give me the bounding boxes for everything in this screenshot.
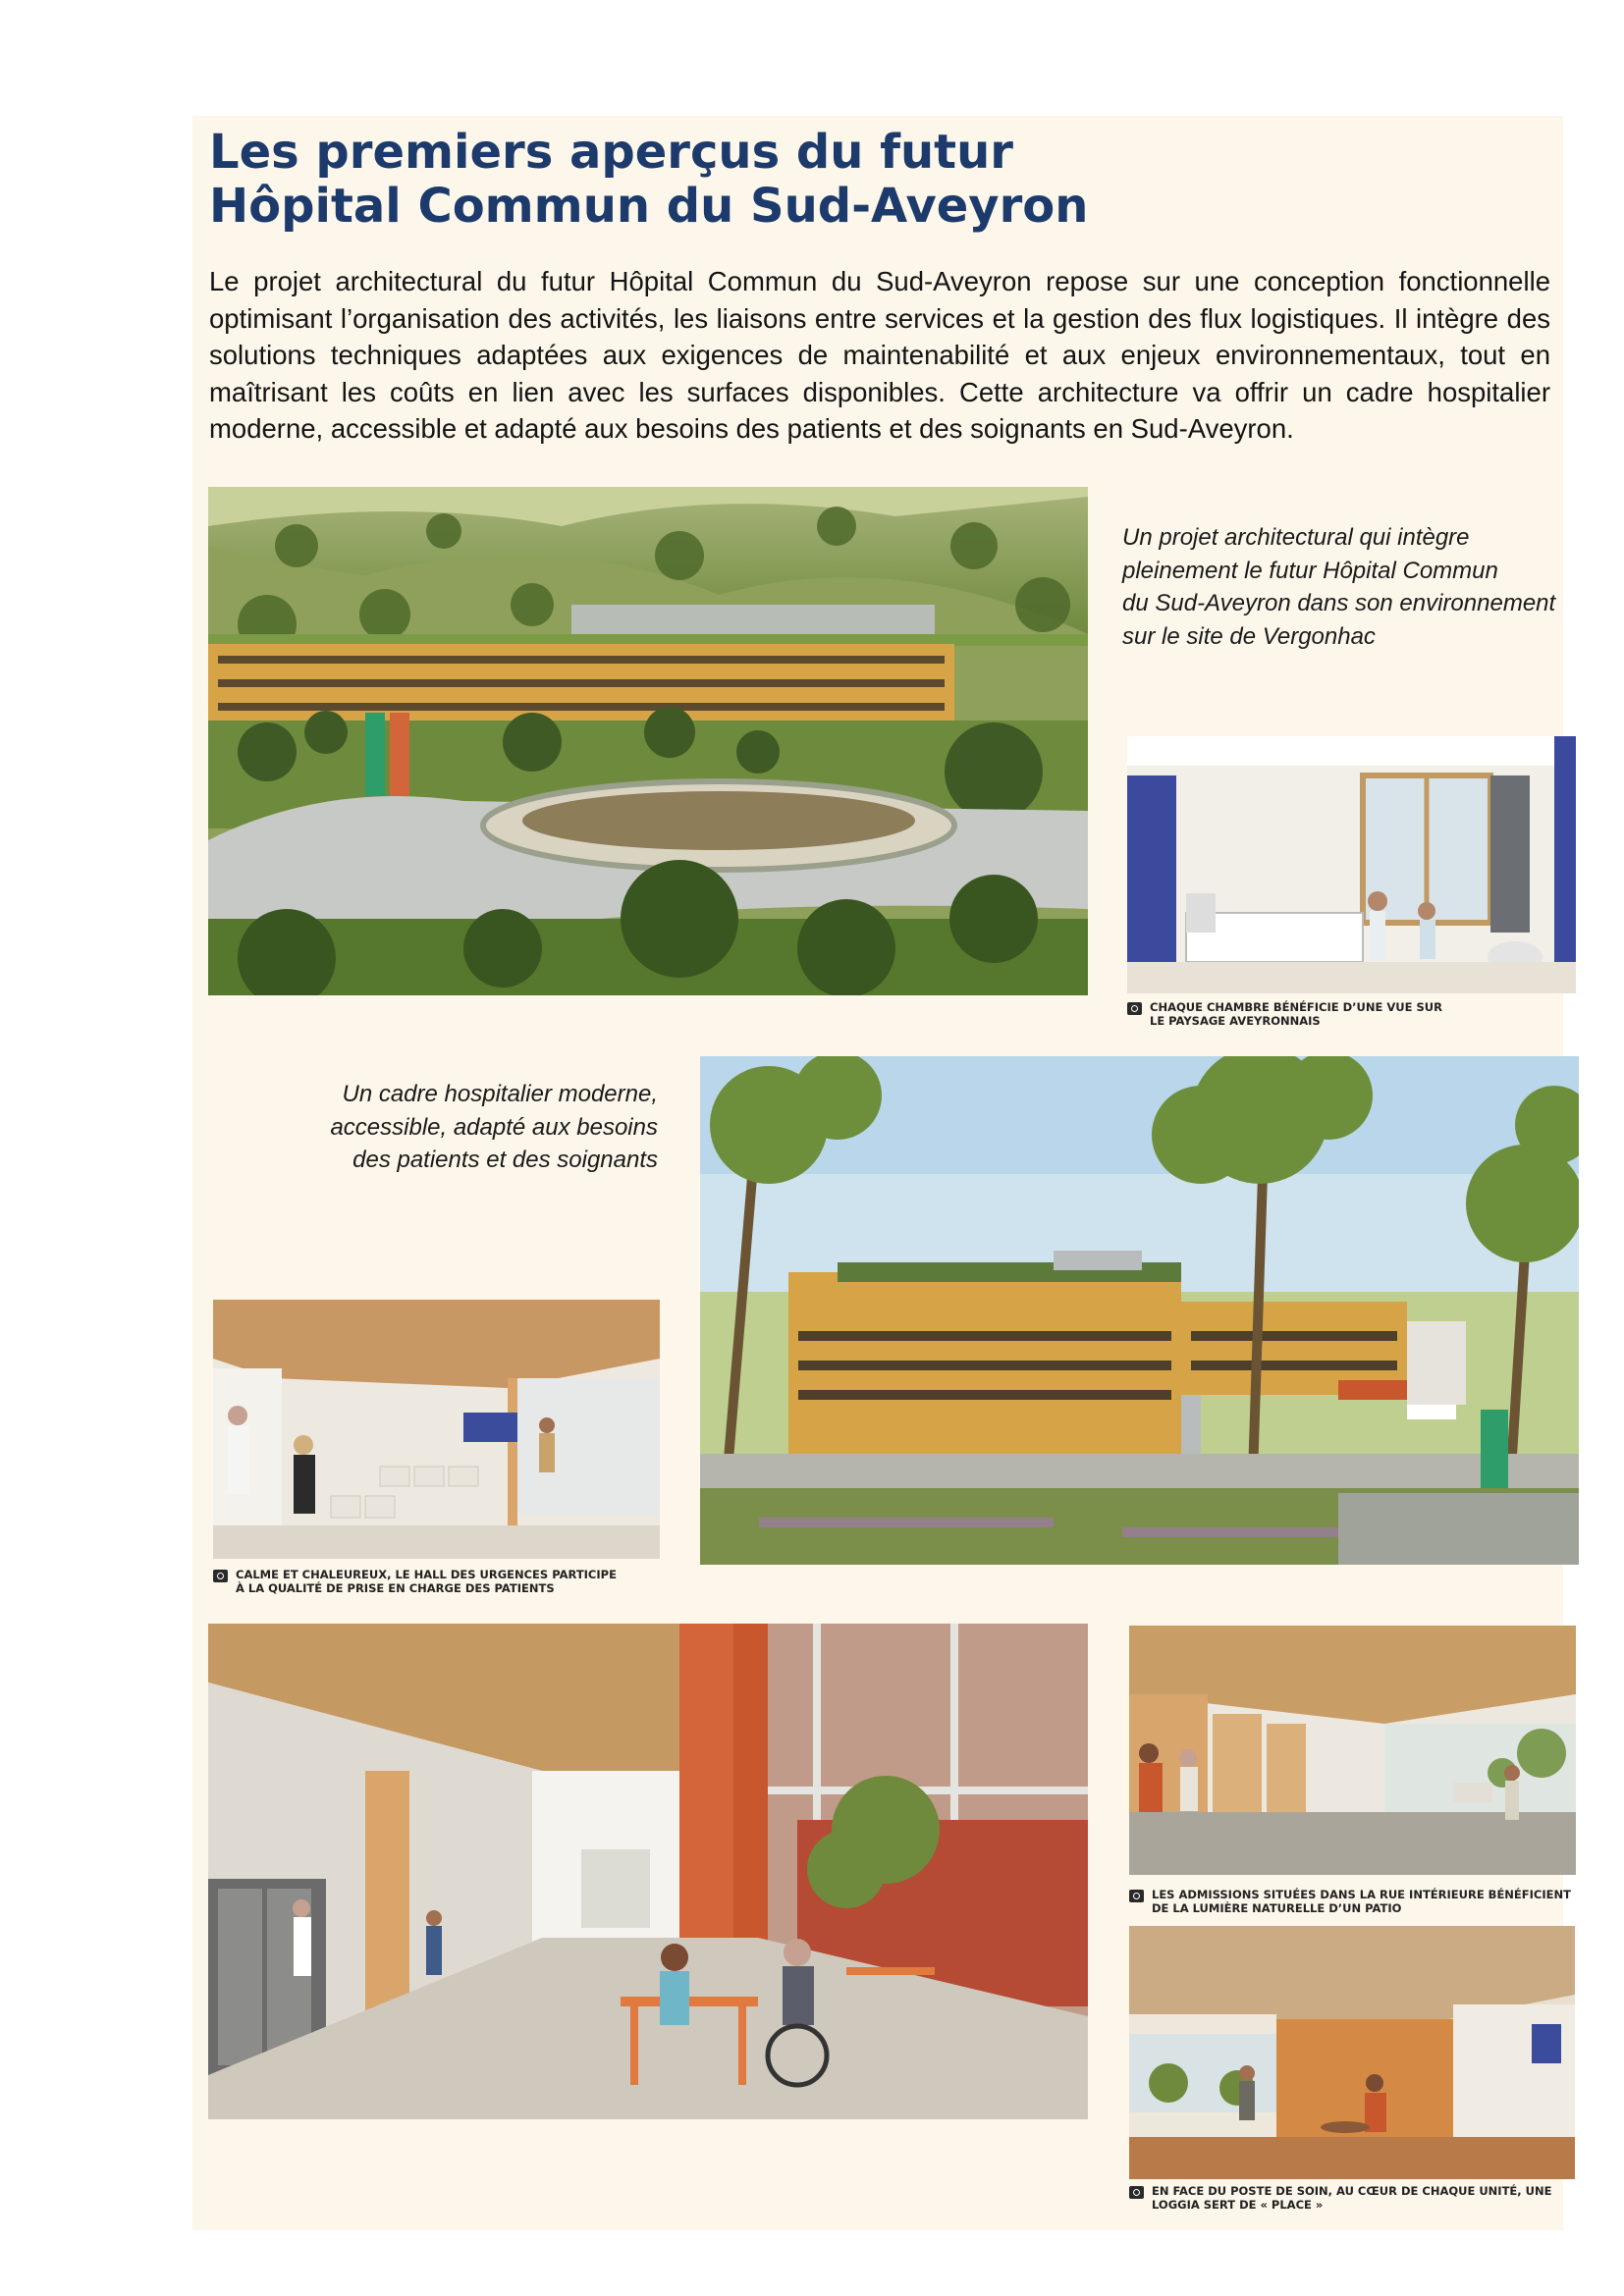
- loggia-photo: [1129, 1926, 1575, 2179]
- quote-integration-line-1: Un projet architectural qui intègre: [1122, 524, 1470, 551]
- caption-admissions: [1129, 1889, 1576, 1915]
- quote-modern: [304, 1078, 658, 1177]
- quote-integration-line-3: du Sud-Aveyron dans son environnement: [1122, 590, 1556, 616]
- caption-hall: [213, 1569, 625, 1595]
- admissions-photo: [1129, 1626, 1576, 1875]
- caption-room: [1127, 1001, 1451, 1028]
- caption-room-text: CHAQUE CHAMBRE BÉNÉFICIE D’UNE VUE SUR LE PAYSAGE AVEYRONNAIS: [1150, 1000, 1442, 1028]
- caption-hall-text: CALME ET CHALEUREUX, LE HALL DES URGENCES PARTICIPE À LA QUALITÉ DE PRISE EN CHARGE DES PATIENTS: [236, 1568, 617, 1595]
- quote-integration-line-2: pleinement le futur Hôpital Commun: [1122, 557, 1498, 584]
- caption-admissions-text: LES ADMISSIONS SITUÉES DANS LA RUE INTÉRIEURE BÉNÉFICIENT DE LA LUMIÈRE NATURELLE D’UN PATIO: [1152, 1888, 1571, 1915]
- patient-room-photo: [1127, 736, 1576, 993]
- title-line-2: Hôpital Commun du Sud-Aveyron: [209, 179, 1089, 234]
- intro-paragraph: Le projet architectural du futur Hôpital Commun du Sud-Aveyron repose sur une conception fonctionnelle optimisant l’organisation des activités, les liaisons entre services et la gestion des flux logistiques. Il intègre des solutions techniques adaptées aux exigences de maintenabilité et aux enjeux environnementaux, tout en maîtrisant les coûts en lien avec les surfaces disponibles. Cette architecture va offrir un cadre hospitalier moderne, accessible et adapté aux besoins des patients et des soignants en Sud-Aveyron.: [209, 266, 1550, 444]
- title-line-1: Les premiers aperçus du futur: [209, 125, 1013, 180]
- caption-loggia: [1129, 2185, 1576, 2212]
- caption-loggia-text: EN FACE DU POSTE DE SOIN, AU CŒUR DE CHAQUE UNITÉ, UNE LOGGIA SERT DE « PLACE »: [1152, 2184, 1552, 2212]
- quote-modern-line-3: des patients et des soignants: [352, 1147, 658, 1173]
- interior-street-photo: [208, 1624, 1088, 2119]
- building-exterior-photo: [700, 1056, 1579, 1565]
- quote-modern-line-1: Un cadre hospitalier moderne,: [342, 1081, 658, 1107]
- aerial-site-photo: [208, 487, 1088, 995]
- quote-modern-line-2: accessible, adapté aux besoins: [330, 1113, 658, 1141]
- camera-icon: [1129, 2186, 1144, 2199]
- quote-integration: [1122, 521, 1574, 653]
- camera-icon: [1129, 1890, 1144, 1902]
- page-title: [209, 126, 1387, 234]
- camera-icon: [1127, 1002, 1142, 1015]
- emergency-hall-photo: [213, 1300, 660, 1559]
- quote-integration-line-4: sur le site de Vergonhac: [1122, 622, 1376, 650]
- camera-icon: [213, 1570, 228, 1582]
